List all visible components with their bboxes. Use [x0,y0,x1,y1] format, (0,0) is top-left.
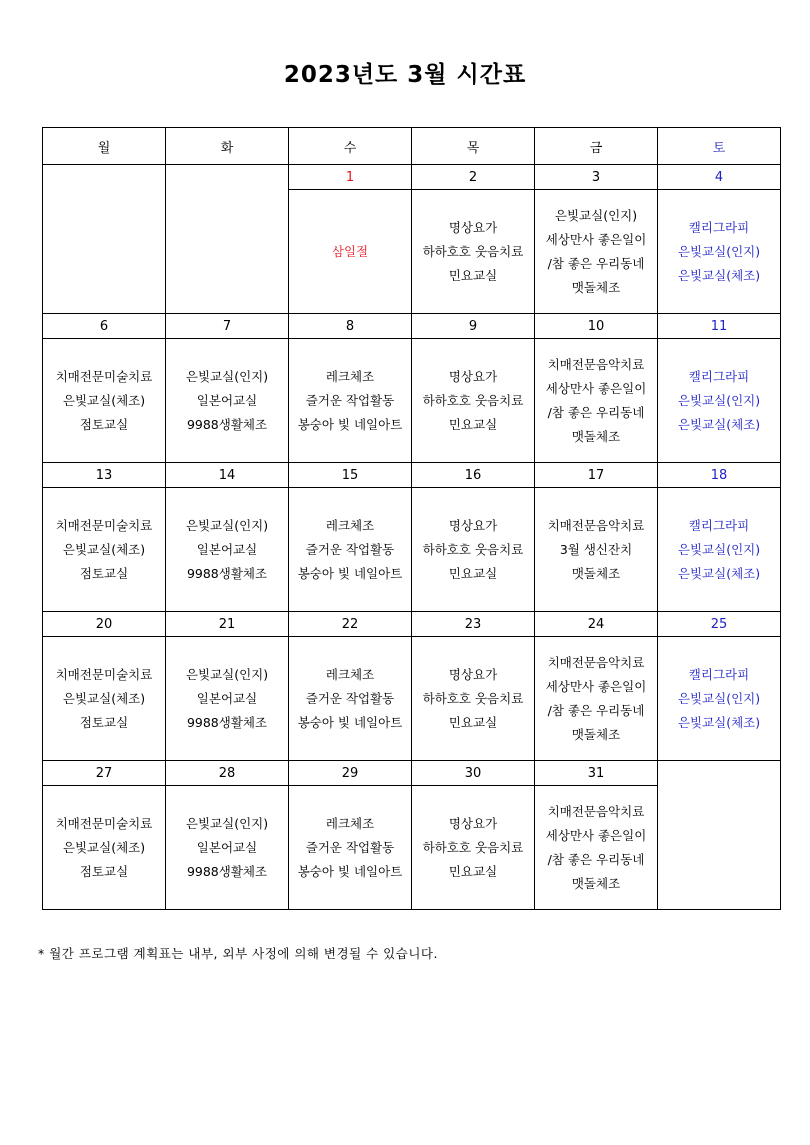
weekday-header: 화 [166,128,289,165]
program-item: 캘리그라피 [688,517,750,533]
date-row [43,463,781,488]
program-row [43,488,781,612]
program-item: 즐거운 작업활동 [305,392,395,408]
program-item: 캘리그라피 [688,368,750,384]
program-item: 일본어교실 [196,839,258,855]
date-number: 2 [412,165,535,190]
program-item: 은빛교실(체조) [677,416,761,432]
program-item: 명상요가 [448,815,498,831]
program-cell [289,786,412,910]
schedule-table [42,127,781,910]
program-cell [166,339,289,463]
date-number: 4 [658,165,781,190]
program-item: 세상만사 좋은일이 [545,231,647,247]
program-item: /참 좋은 우리동네 [547,404,645,420]
date-number: 24 [535,612,658,637]
program-item: 레크체조 [325,517,375,533]
date-number: 14 [166,463,289,488]
program-item: 즐거운 작업활동 [305,541,395,557]
program-item: 은빛교실(체조) [677,565,761,581]
program-item: 은빛교실(인지) [185,517,269,533]
weekday-header: 월 [43,128,166,165]
program-item: 봉숭아 빛 네일아트 [297,863,403,879]
weekday-header-row [43,128,781,165]
program-cell [412,488,535,612]
program-item: 봉숭아 빛 네일아트 [297,416,403,432]
program-item: 하하호호 웃음치료 [422,541,524,557]
program-item: 민요교실 [448,416,498,432]
program-cell [535,190,658,314]
program-item: 치매전문미술치료 [55,666,153,682]
program-cell [43,786,166,910]
date-number: 31 [535,761,658,786]
weekday-header: 수 [289,128,412,165]
program-cell [658,637,781,761]
program-item: 치매전문미술치료 [55,815,153,831]
program-item: 하하호호 웃음치료 [422,243,524,259]
program-row [43,637,781,761]
date-number: 6 [43,314,166,339]
program-item: /참 좋은 우리동네 [547,851,645,867]
program-item: 은빛교실(체조) [62,690,146,706]
empty-cell [658,761,781,910]
program-item: 삼일절 [331,243,369,259]
program-item: 캘리그라피 [688,219,750,235]
date-number: 10 [535,314,658,339]
program-item: 은빛교실(인지) [554,207,638,223]
date-number: 16 [412,463,535,488]
program-item: 은빛교실(인지) [185,815,269,831]
date-number: 18 [658,463,781,488]
program-item: /참 좋은 우리동네 [547,255,645,271]
program-item: 세상만사 좋은일이 [545,678,647,694]
program-item: 맷돌체조 [571,279,621,295]
program-item: 점토교실 [79,714,129,730]
program-item: 하하호호 웃음치료 [422,839,524,855]
program-cell [535,339,658,463]
program-item: 은빛교실(체조) [677,267,761,283]
program-cell [289,488,412,612]
program-item: 점토교실 [79,565,129,581]
date-number: 25 [658,612,781,637]
program-item: 명상요가 [448,666,498,682]
program-item: 치매전문음악치료 [547,654,645,670]
program-item: 명상요가 [448,368,498,384]
program-item: 즐거운 작업활동 [305,839,395,855]
date-number: 8 [289,314,412,339]
date-number: 22 [289,612,412,637]
program-cell [412,190,535,314]
program-cell [43,488,166,612]
date-number: 11 [658,314,781,339]
program-item: 점토교실 [79,863,129,879]
program-item: 맷돌체조 [571,428,621,444]
program-cell [658,339,781,463]
date-number: 7 [166,314,289,339]
program-item: 9988생활체조 [186,714,268,730]
program-cell [412,637,535,761]
program-cell [289,637,412,761]
program-item: 9988생활체조 [186,565,268,581]
footnote: * 월간 프로그램 계획표는 내부, 외부 사정에 의해 변경될 수 있습니다. [38,946,438,961]
schedule-body [43,128,781,910]
program-item: 은빛교실(인지) [677,392,761,408]
date-number: 9 [412,314,535,339]
empty-cell [43,165,166,314]
program-item: 맷돌체조 [571,565,621,581]
program-item: 맷돌체조 [571,726,621,742]
program-item: 은빛교실(인지) [677,690,761,706]
program-item: 레크체조 [325,666,375,682]
date-number: 15 [289,463,412,488]
program-cell [166,488,289,612]
program-item: 봉숭아 빛 네일아트 [297,714,403,730]
date-number: 13 [43,463,166,488]
date-number: 1 [289,165,412,190]
date-number: 21 [166,612,289,637]
program-item: 치매전문음악치료 [547,803,645,819]
program-item: 하하호호 웃음치료 [422,392,524,408]
date-number: 23 [412,612,535,637]
page-title: 2023년도 3월 시간표 [283,62,527,88]
date-row [43,314,781,339]
program-cell [166,637,289,761]
program-cell [535,786,658,910]
program-item: 치매전문음악치료 [547,517,645,533]
program-item: 레크체조 [325,815,375,831]
program-item: 은빛교실(인지) [185,368,269,384]
weekday-header: 목 [412,128,535,165]
program-cell [658,488,781,612]
program-cell [412,339,535,463]
program-item: 민요교실 [448,565,498,581]
date-row [43,612,781,637]
program-item: 민요교실 [448,714,498,730]
program-item: 치매전문음악치료 [547,356,645,372]
program-item: 명상요가 [448,517,498,533]
program-item: 레크체조 [325,368,375,384]
program-item: 은빛교실(인지) [185,666,269,682]
empty-cell [166,165,289,314]
program-item: 봉숭아 빛 네일아트 [297,565,403,581]
date-number: 27 [43,761,166,786]
program-item: 9988생활체조 [186,863,268,879]
date-number: 17 [535,463,658,488]
program-item: 9988생활체조 [186,416,268,432]
program-item: 은빛교실(체조) [62,839,146,855]
program-cell [535,488,658,612]
date-number: 3 [535,165,658,190]
program-item: 은빛교실(인지) [677,243,761,259]
program-cell [412,786,535,910]
program-item: 캘리그라피 [688,666,750,682]
date-number: 29 [289,761,412,786]
program-item: 일본어교실 [196,541,258,557]
program-row [43,339,781,463]
weekday-header: 금 [535,128,658,165]
program-cell [43,637,166,761]
program-item: 치매전문미술치료 [55,517,153,533]
program-item: 명상요가 [448,219,498,235]
program-item: 은빛교실(인지) [677,541,761,557]
program-item: 은빛교실(체조) [677,714,761,730]
program-item: 세상만사 좋은일이 [545,827,647,843]
program-cell [166,786,289,910]
program-item: 은빛교실(체조) [62,541,146,557]
date-row [43,165,781,190]
program-item: 민요교실 [448,863,498,879]
date-number: 30 [412,761,535,786]
program-item: 은빛교실(체조) [62,392,146,408]
program-cell [43,339,166,463]
program-item: 점토교실 [79,416,129,432]
program-item: 하하호호 웃음치료 [422,690,524,706]
program-item: 3월 생신잔치 [559,541,633,557]
date-row [43,761,781,786]
program-item: 치매전문미술치료 [55,368,153,384]
program-item: /참 좋은 우리동네 [547,702,645,718]
program-item: 세상만사 좋은일이 [545,380,647,396]
date-number: 20 [43,612,166,637]
program-cell [535,637,658,761]
date-number: 28 [166,761,289,786]
program-cell [289,339,412,463]
program-cell [658,190,781,314]
program-item: 일본어교실 [196,392,258,408]
program-item: 민요교실 [448,267,498,283]
program-cell [289,190,412,314]
weekday-header: 토 [658,128,781,165]
program-item: 맷돌체조 [571,875,621,891]
program-item: 일본어교실 [196,690,258,706]
program-item: 즐거운 작업활동 [305,690,395,706]
